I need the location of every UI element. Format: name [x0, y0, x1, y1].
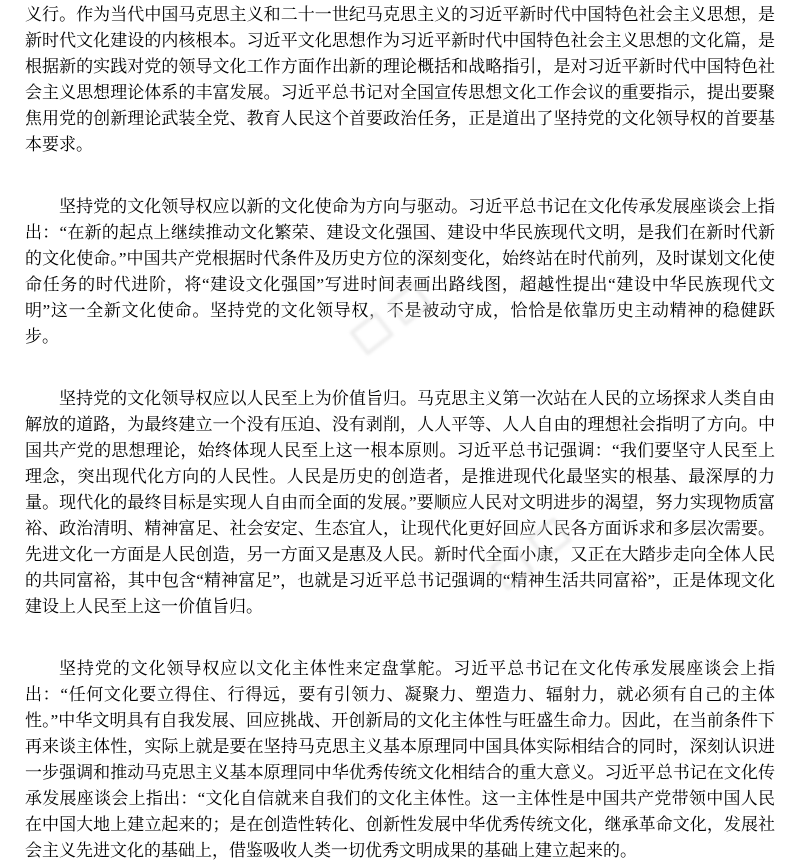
paragraph-2: 坚持党的文化领导权应以新的文化使命为方向与驱动。习近平总书记在文化传承发展座谈会上指出：“在新的起点上继续推动文化繁荣、建设文化强国、建设中华民族现代文明，是我们在新时代新的文化使命。”中国共产党根据时代条件及历史方位的深刻变化，始终站在时代前列，及时谋划文化使命任务的时代进阶，将“建设文化强国”写进时间表画出路线图，超越性提出“建设中华民族现代文明”这一全新文化使命。坚持党的文化领导权，不是被动守成，恰恰是依靠历史主动精神的稳健跃步。 [25, 197, 775, 346]
paragraph-4: 坚持党的文化领导权应以文化主体性来定盘掌舵。习近平总书记在文化传承发展座谈会上指出：“任何文化要立得住、行得远，要有引领力、凝聚力、塑造力、辐射力，就必须有自己的主体性。”中华文明具有自我发展、回应挑战、开创新局的文化主体性与旺盛生命力。因此，在当前条件下再来谈主体性，实际上就是要在坚持马克思主义基本原理同中国具体实际相结合的同时，深刻认识进一步强调和推动马克思主义基本原理同中华优秀传统文化相结合的重大意义。习近平总书记在文化传承发展座谈会上指出：“文化自信就来自我们的文化主体性。这一主体性是中国共产党带领中国人民在中国大地上建立起来的；是在创造性转化、创新性发展中华优秀传统文化，继承革命文化，发展社会主义先进文化的基础上，借鉴吸收人类一切优秀文明成果的基础上建立起来的。 [25, 659, 775, 860]
paragraph-1: 义行。作为当代中国马克思主义和二十一世纪马克思主义的习近平新时代中国特色社会主义思想，是新时代文化建设的内核根本。习近平文化思想作为习近平新时代中国特色社会主义思想的文化篇，是根据新的实践对党的领导文化工作方面作出新的理论概括和战略指引，是对习近平新时代中国特色社会主义思想理论体系的丰富发展。习近平总书记对全国宣传思想文化工作会议的重要指示，提出要聚焦用党的创新理论武装全党、教育人民这个首要政治任务，正是道出了坚持党的文化领导权的首要基本要求。 [25, 5, 775, 154]
paragraph-3: 坚持党的文化领导权应以人民至上为价值旨归。马克思主义第一次站在人民的立场探求人类自由解放的道路，为最终建立一个没有压迫、没有剥削，人人平等、人人自由的理想社会指明了方向。中国共产党的思想理论，始终体现人民至上这一根本原则。习近平总书记强调：“我们要坚守人民至上理念，突出现代化方向的人民性。人民是历史的创造者，是推进现代化最坚实的根基、最深厚的力量。现代化的最终目标是实现人自由而全面的发展。”要顺应人民对文明进步的渴望，努力实现物质富裕、政治清明、精神富足、社会安定、生态宜人，让现代化更好回应人民各方面诉求和多层次需要。先进文化一方面是人民创造，另一方面又是惠及人民。新时代全面小康，又正在大踏步走向全体人民的共同富裕，其中包含“精神富足”，也就是习近平总书记强调的“精神生活共同富裕”，正是体现文化建设上人民至上这一价值旨归。 [25, 389, 775, 616]
